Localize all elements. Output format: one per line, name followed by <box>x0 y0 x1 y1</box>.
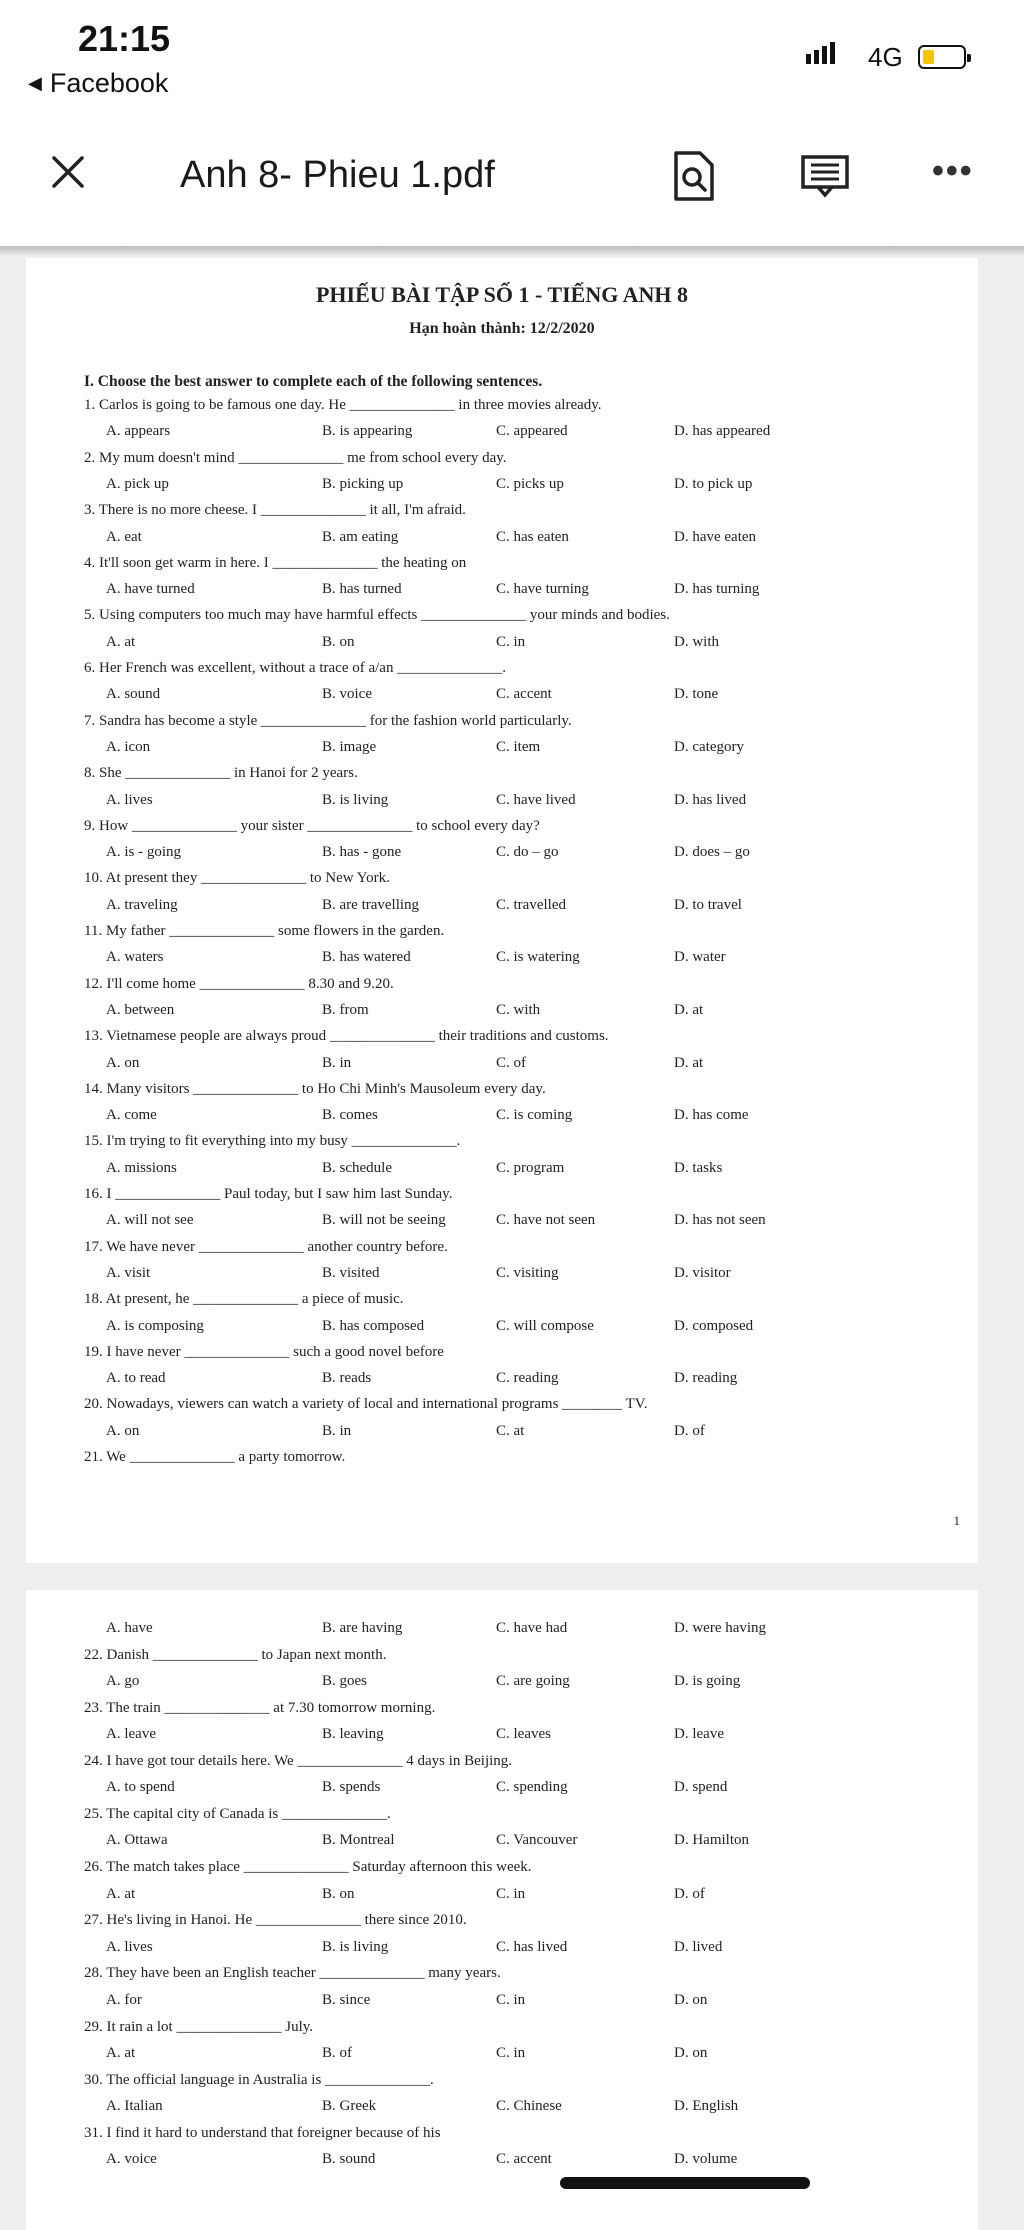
answer-option: B. is living <box>322 1938 389 1955</box>
answer-option: D. reading <box>674 1370 738 1387</box>
question-text: 25. The capital city of Canada is ______________. <box>84 1806 391 1823</box>
answer-option: D. has not seen <box>674 1212 766 1229</box>
answer-option: A. pick up <box>106 475 169 492</box>
answer-option: C. has eaten <box>496 528 569 545</box>
question-text: 11. My father ______________ some flowers in the garden. <box>84 923 445 939</box>
answer-option: D. water <box>674 949 726 966</box>
question-text: 13. Vietnamese people are always proud ______________ their traditions and customs. <box>84 1028 609 1045</box>
question-text: 12. I'll come home ______________ 8.30 and 9.20. <box>84 975 394 992</box>
answer-option: D. volume <box>674 2151 738 2167</box>
answer-option: B. sound <box>322 2151 376 2167</box>
question-text: 1. Carlos is going to be famous one day. He ______________ in three movies already. <box>84 397 602 413</box>
question-text: 18. At present, he ______________ a piece of music. <box>84 1291 404 1308</box>
answer-option: C. travelled <box>496 896 566 913</box>
answer-option: A. sound <box>106 686 161 703</box>
answer-option: B. reads <box>322 1370 372 1387</box>
answer-option: B. has watered <box>322 949 411 966</box>
answer-option: D. Hamilton <box>674 1832 749 1849</box>
answer-option: C. with <box>496 1001 541 1018</box>
answer-option: A. to read <box>106 1370 166 1387</box>
question-text: 21. We ______________ a party tomorrow. <box>84 1449 346 1465</box>
answer-option: D. spend <box>674 1779 728 1796</box>
question-text: 5. Using computers too much may have harmful effects ______________ your minds and bodies. <box>84 607 670 624</box>
answer-option: B. on <box>322 1885 355 1902</box>
answer-option: C. have not seen <box>496 1212 596 1229</box>
answer-option: D. of <box>674 1885 705 1902</box>
answer-option: A. have <box>106 1620 153 1636</box>
answer-option: C. have turning <box>496 581 589 598</box>
answer-option: A. have turned <box>106 581 195 598</box>
answer-option: C. are going <box>496 1673 570 1690</box>
question-text: 4. It'll soon get warm in here. I ______________ the heating on <box>84 554 467 571</box>
question-text: 26. The match takes place ______________ Saturday afternoon this week. <box>84 1859 532 1876</box>
answer-option: A. between <box>106 1001 175 1018</box>
answer-option: B. since <box>322 1991 371 2008</box>
answer-option: A. leave <box>106 1726 156 1743</box>
question-text: 8. She ______________ in Hanoi for 2 years. <box>84 765 358 782</box>
answer-option: D. on <box>674 1991 708 2008</box>
answer-option: B. am eating <box>322 528 399 545</box>
answer-option: A. lives <box>106 1938 153 1955</box>
answer-option: D. English <box>674 2097 739 2114</box>
answer-option: D. has lived <box>674 791 747 808</box>
answer-option: A. icon <box>106 738 151 755</box>
network-type: 4G <box>868 42 903 72</box>
answer-option: C. of <box>496 1054 526 1071</box>
answer-option: B. Montreal <box>322 1832 395 1849</box>
answer-option: B. of <box>322 2044 352 2061</box>
answer-option: D. of <box>674 1422 705 1439</box>
answer-option: C. accent <box>496 2151 552 2167</box>
answer-option: B. on <box>322 633 355 650</box>
question-text: 3. There is no more cheese. I ______________ it all, I'm afraid. <box>84 502 466 519</box>
worksheet-title: PHIẾU BÀI TẬP SỐ 1 - TIẾNG ANH 8 <box>315 282 689 307</box>
answer-option: C. in <box>496 1885 526 1902</box>
question-text: 27. He's living in Hanoi. He ______________ there since 2010. <box>84 1912 467 1929</box>
answer-option: D. has come <box>674 1107 749 1124</box>
battery-icon <box>918 45 966 69</box>
answer-option: D. to travel <box>674 896 742 913</box>
answer-option: B. schedule <box>322 1159 392 1176</box>
answer-option: B. image <box>322 738 377 755</box>
answer-option: A. on <box>106 1422 140 1439</box>
question-text: 24. I have got tour details here. We ______________ 4 days in Beijing. <box>84 1753 513 1769</box>
answer-option: A. waters <box>106 949 164 966</box>
answer-option: D. visitor <box>674 1264 731 1281</box>
question-text: 31. I find it hard to understand that foreigner because of his <box>84 2124 441 2141</box>
answer-option: D. to pick up <box>674 475 753 492</box>
clock: 21:15 <box>78 18 171 59</box>
answer-option: C. visiting <box>496 1264 559 1281</box>
answer-option: B. has - gone <box>322 844 402 861</box>
answer-option: B. has turned <box>322 581 402 598</box>
answer-option: B. are travelling <box>322 896 420 913</box>
answer-option: D. have eaten <box>674 528 757 545</box>
answer-option: C. item <box>496 738 541 755</box>
answer-option: B. visited <box>322 1264 380 1281</box>
answer-option: D. is going <box>674 1673 741 1690</box>
answer-option: C. leaves <box>496 1726 551 1743</box>
answer-option: A. at <box>106 633 136 650</box>
answer-option: B. comes <box>322 1107 378 1124</box>
answer-option: A. missions <box>106 1159 177 1176</box>
signal-icon <box>806 42 835 64</box>
answer-option: D. has appeared <box>674 423 771 440</box>
page-number: 1 <box>953 1513 960 1528</box>
answer-option: A. eat <box>106 528 142 545</box>
answer-option: C. has lived <box>496 1938 568 1955</box>
answer-option: D. on <box>674 2044 708 2061</box>
answer-option: A. traveling <box>106 896 178 913</box>
question-text: 2. My mum doesn't mind ______________ me from school every day. <box>84 449 507 466</box>
answer-option: B. leaving <box>322 1726 384 1743</box>
answer-option: D. were having <box>674 1620 767 1636</box>
question-text: 9. How ______________ your sister ______________ to school every day? <box>84 817 540 834</box>
answer-option: C. in <box>496 633 526 650</box>
question-text: 17. We have never ______________ another country before. <box>84 1238 448 1255</box>
answer-option: A. Ottawa <box>106 1832 168 1849</box>
answer-option: B. in <box>322 1054 352 1071</box>
answer-option: C. in <box>496 2044 526 2061</box>
answer-option: C. spending <box>496 1779 568 1796</box>
question-text: 28. They have been an English teacher ______________ many years. <box>84 1965 501 1982</box>
question-text: 6. Her French was excellent, without a trace of a/an ______________. <box>84 660 506 676</box>
answer-option: D. leave <box>674 1726 724 1743</box>
question-text: 19. I have never ______________ such a good novel before <box>84 1343 444 1360</box>
question-text: 7. Sandra has become a style ______________ for the fashion world particularly. <box>84 712 572 729</box>
document-title: Anh 8- Phieu 1.pdf <box>180 154 495 196</box>
answer-option: C. at <box>496 1422 525 1439</box>
answer-option: C. picks up <box>496 475 564 492</box>
answer-option: A. come <box>106 1107 157 1124</box>
answer-option: D. at <box>674 1001 704 1018</box>
question-text: 23. The train ______________ at 7.30 tomorrow morning. <box>84 1699 436 1716</box>
answer-option: B. is living <box>322 791 389 808</box>
back-to-app[interactable] <box>28 68 168 99</box>
question-text: 29. It rain a lot ______________ July. <box>84 2018 314 2035</box>
back-arrow-icon: ◀ <box>28 73 42 93</box>
question-text: 16. I ______________ Paul today, but I saw him last Sunday. <box>84 1186 453 1202</box>
answer-option: D. composed <box>674 1317 754 1334</box>
worksheet-deadline: Hạn hoàn thành: 12/2/2020 <box>409 320 595 337</box>
answer-option: B. from <box>322 1001 369 1018</box>
answer-option: C. is watering <box>496 949 580 966</box>
answer-option: B. picking up <box>322 475 404 492</box>
close-icon[interactable] <box>48 152 88 192</box>
answer-option: D. tasks <box>674 1159 723 1176</box>
scroll-indicator[interactable] <box>560 2177 810 2189</box>
answer-option: B. will not be seeing <box>322 1212 446 1229</box>
answer-option: C. Chinese <box>496 2097 562 2114</box>
answer-option: C. have had <box>496 1620 568 1636</box>
status-bar <box>0 0 1024 112</box>
answer-option: A. for <box>106 1991 142 2008</box>
answer-option: D. category <box>674 738 744 755</box>
answer-option: A. at <box>106 2044 136 2061</box>
question-text: 22. Danish ______________ to Japan next month. <box>84 1646 387 1663</box>
answer-option: A. voice <box>106 2151 157 2167</box>
answer-option: C. do – go <box>496 844 559 861</box>
answer-option: C. Vancouver <box>496 1832 578 1849</box>
answer-option: B. has composed <box>322 1317 425 1334</box>
answer-option: A. to spend <box>106 1779 175 1796</box>
answer-option: A. visit <box>106 1264 151 1281</box>
answer-option: D. does – go <box>674 844 750 861</box>
question-text: 15. I'm trying to fit everything into my busy ______________. <box>84 1133 461 1150</box>
annotations-icon[interactable] <box>800 154 850 198</box>
answer-option: A. Italian <box>106 2097 163 2114</box>
answer-option: B. voice <box>322 686 372 703</box>
answer-option: D. has turning <box>674 581 760 598</box>
answer-option: D. lived <box>674 1938 723 1955</box>
back-app-label: Facebook <box>49 68 169 98</box>
answer-option: B. in <box>322 1422 352 1439</box>
question-text: 20. Nowadays, viewers can watch a variety of local and international programs ________ TV. <box>84 1396 648 1413</box>
answer-option: A. at <box>106 1885 136 1902</box>
answer-option: C. in <box>496 1991 526 2008</box>
answer-option: C. have lived <box>496 791 576 808</box>
pdf-page-1[interactable] <box>26 258 978 1563</box>
toolbar-shadow <box>0 246 1024 256</box>
answer-option: B. is appearing <box>322 423 413 440</box>
answer-option: C. will compose <box>496 1317 594 1334</box>
search-in-document-icon[interactable] <box>672 150 716 202</box>
answer-option: C. reading <box>496 1370 559 1387</box>
more-options-icon[interactable]: ••• <box>932 152 974 190</box>
answer-option: A. will not see <box>106 1212 194 1229</box>
answer-option: A. lives <box>106 791 153 808</box>
answer-option: B. are having <box>322 1620 403 1636</box>
answer-option: C. is coming <box>496 1107 573 1124</box>
answer-option: D. at <box>674 1054 704 1071</box>
answer-option: B. spends <box>322 1779 381 1796</box>
answer-option: A. appears <box>106 423 171 440</box>
question-text: 30. The official language in Australia is ______________. <box>84 2071 434 2088</box>
answer-option: A. is composing <box>106 1317 204 1334</box>
answer-option: B. Greek <box>322 2097 377 2114</box>
answer-option: A. on <box>106 1054 140 1071</box>
section-heading: I. Choose the best answer to complete each of the following sentences. <box>84 373 543 390</box>
pdf-page-2[interactable] <box>26 1590 978 2230</box>
pdf-viewer-toolbar <box>0 112 1024 247</box>
answer-option: A. is - going <box>106 844 181 861</box>
answer-option: A. go <box>106 1673 140 1690</box>
question-text: 10. At present they ______________ to New York. <box>84 870 390 887</box>
answer-option: C. program <box>496 1159 565 1176</box>
answer-option: D. with <box>674 633 719 650</box>
question-text: 14. Many visitors ______________ to Ho Chi Minh's Mausoleum every day. <box>84 1080 546 1097</box>
answer-option: C. accent <box>496 686 552 703</box>
answer-option: B. goes <box>322 1673 367 1690</box>
answer-option: C. appeared <box>496 423 568 440</box>
answer-option: D. tone <box>674 686 719 703</box>
